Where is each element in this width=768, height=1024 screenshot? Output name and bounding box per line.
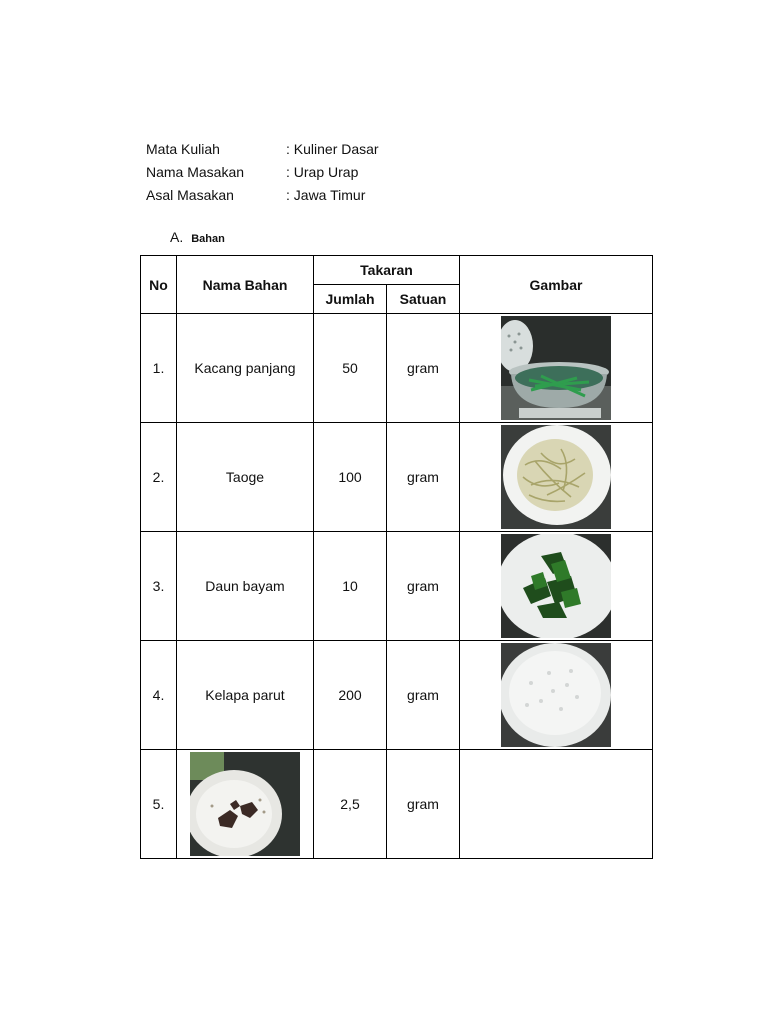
kacang-panjang-photo [501, 316, 611, 420]
section-title: Bahan [191, 233, 225, 245]
cell-nama [177, 750, 314, 859]
cell-no: 2. [141, 423, 177, 532]
cell-satuan: gram [387, 314, 460, 423]
info-value: : Urap Urap [286, 163, 359, 180]
cell-satuan: gram [387, 750, 460, 859]
cell-gambar [460, 750, 653, 859]
info-block [146, 137, 379, 206]
table-row [141, 750, 653, 859]
cell-no: 1. [141, 314, 177, 423]
cell-nama: Taoge [177, 423, 314, 532]
table-row [141, 641, 653, 750]
cell-jumlah: 50 [314, 314, 387, 423]
info-row-nama-masakan [146, 160, 379, 183]
table-row [141, 532, 653, 641]
ingredients-table [140, 255, 653, 859]
section-letter: A. [170, 229, 184, 245]
header-no: No [141, 256, 177, 314]
table-row [141, 314, 653, 423]
info-value: : Kuliner Dasar [286, 140, 379, 157]
info-label: Asal Masakan [146, 186, 234, 203]
cell-satuan: gram [387, 641, 460, 750]
kelapa-parut-photo [501, 643, 611, 747]
cell-jumlah: 200 [314, 641, 387, 750]
cell-nama: Kelapa parut [177, 641, 314, 750]
daun-bayam-photo [501, 534, 611, 638]
info-label: Mata Kuliah [146, 140, 220, 157]
header-gambar: Gambar [460, 256, 653, 314]
cell-nama: Kacang panjang [177, 314, 314, 423]
taoge-photo [501, 425, 611, 529]
info-label: Nama Masakan [146, 163, 245, 180]
header-takaran: Takaran [314, 256, 460, 285]
cell-jumlah: 10 [314, 532, 387, 641]
cell-satuan: gram [387, 532, 460, 641]
header-nama-bahan: Nama Bahan [177, 256, 314, 314]
cell-nama: Daun bayam [177, 532, 314, 641]
cell-gambar [460, 423, 653, 532]
cell-gambar [460, 314, 653, 423]
info-value: : Jawa Timur [286, 186, 366, 203]
cell-gambar [460, 641, 653, 750]
cell-no: 5. [141, 750, 177, 859]
header-satuan: Satuan [387, 285, 460, 314]
cell-no: 3. [141, 532, 177, 641]
header-jumlah: Jumlah [314, 285, 387, 314]
cell-gambar [460, 532, 653, 641]
cell-jumlah: 100 [314, 423, 387, 532]
cell-satuan: gram [387, 423, 460, 532]
cell-no: 4. [141, 641, 177, 750]
cell-jumlah: 2,5 [314, 750, 387, 859]
table-row [141, 423, 653, 532]
terasi-photo [190, 752, 300, 856]
info-row-mata-kuliah [146, 137, 379, 160]
section-heading [170, 229, 225, 245]
info-row-asal-masakan [146, 183, 379, 206]
